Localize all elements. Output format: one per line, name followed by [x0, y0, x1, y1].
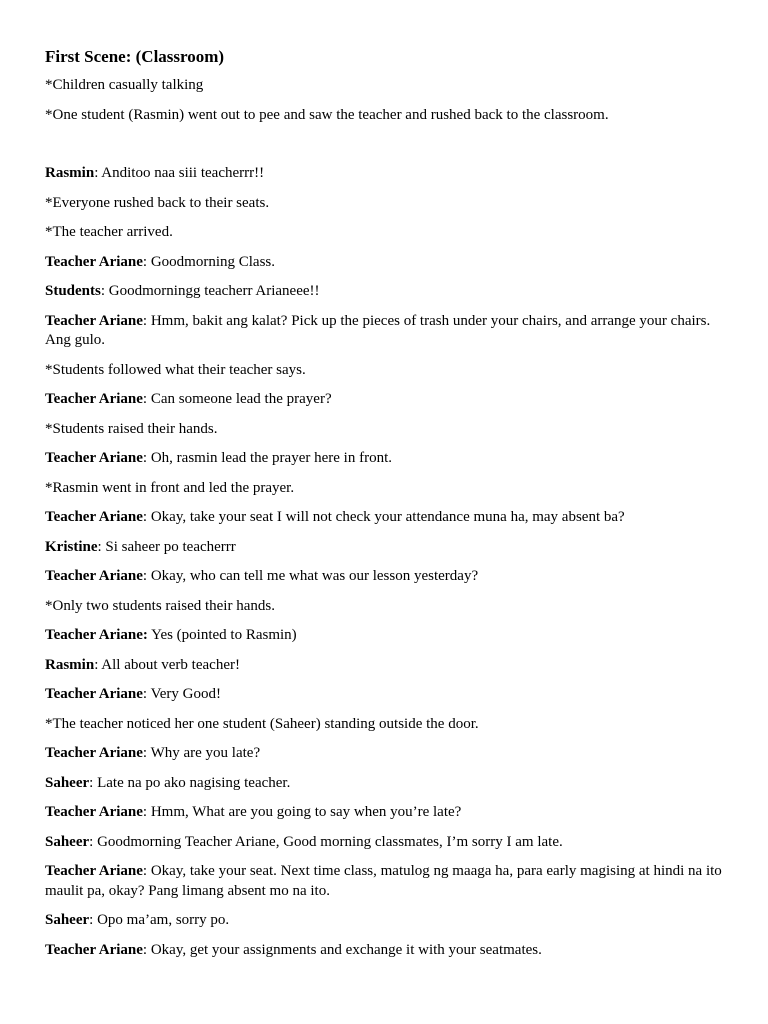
dialogue-text: Okay, take your seat I will not check your attendance muna ha, may absent ba?	[150, 509, 625, 525]
speaker-separator: :	[142, 686, 151, 702]
speaker-separator: :	[142, 391, 151, 407]
dialogue-text: Okay, who can tell me what was our lesson yesterday?	[150, 568, 479, 584]
dialogue-line	[45, 626, 725, 646]
speaker-name: Teacher Ariane	[45, 686, 143, 702]
speaker-separator: :	[142, 941, 151, 958]
document-page	[45, 46, 725, 970]
dialogue-text: Very Good!	[150, 686, 221, 702]
dialogue-line	[45, 803, 725, 823]
speaker-name: Teacher Ariane	[45, 253, 143, 270]
dialogue-line	[45, 744, 725, 764]
speaker-name: Teacher Ariane	[45, 941, 143, 958]
dialogue-line	[45, 774, 725, 794]
speaker-separator: :	[142, 863, 151, 879]
stage-direction: *Students followed what their teacher says.	[45, 361, 306, 378]
dialogue-text: Okay, take your seat. Next time class, matulog ng maaga ha, para early magising at hindi na ito maulit pa, okay? Pang limang absent mo na ito.	[45, 863, 722, 899]
dialogue-line	[45, 538, 725, 558]
speaker-separator: :	[94, 656, 102, 673]
dialogue-text: Why are you late?	[150, 745, 261, 761]
dialogue-text: Goodmorningg teacherr Arianeee!!	[108, 283, 320, 299]
speaker-name: Kristine	[45, 538, 98, 555]
dialogue-line	[45, 253, 725, 273]
speaker-separator: :	[142, 745, 151, 761]
dialogue-line	[45, 567, 725, 587]
speaker-separator: :	[100, 283, 109, 299]
speaker-name: Teacher Ariane	[45, 450, 143, 466]
scene-heading: First Scene: (Classroom)	[45, 47, 225, 66]
speaker-separator: :	[89, 833, 98, 850]
speaker-separator: :	[142, 509, 151, 525]
speaker-name: Rasmin	[45, 165, 95, 181]
stage-direction: *Children casually talking	[45, 77, 204, 93]
dialogue-text: Yes (pointed to Rasmin)	[151, 627, 297, 643]
dialogue-text: Goodmorning Teacher Ariane, Good morning classmates, I’m sorry I am late.	[97, 833, 563, 850]
speaker-name: Saheer	[45, 912, 90, 928]
dialogue-text: Hmm, What are you going to say when you’re late?	[150, 804, 462, 820]
speaker-separator: :	[142, 253, 151, 270]
stage-direction: *One student (Rasmin) went out to pee and saw the teacher and rushed back to the classroom.	[45, 106, 609, 123]
dialogue-text: All about verb teacher!	[101, 656, 240, 673]
speaker-separator: :	[89, 912, 98, 928]
dialogue-line	[45, 941, 725, 961]
dialogue-text: Can someone lead the prayer?	[150, 391, 332, 407]
stage-direction: *Rasmin went in front and led the prayer.	[45, 479, 295, 496]
speaker-separator: :	[142, 804, 151, 820]
dialogue-line	[45, 312, 725, 351]
dialogue-line	[45, 164, 725, 184]
dialogue-text: Hmm, bakit ang kalat? Pick up the pieces of trash under your chairs, and arrange your chairs. Ang gulo.	[45, 312, 711, 348]
speaker-name: Teacher Ariane	[45, 312, 143, 329]
dialogue-text: Late na po ako nagising teacher.	[97, 774, 291, 791]
speaker-name: Teacher Ariane	[45, 863, 143, 879]
dialogue-line	[45, 449, 725, 469]
speaker-separator: :	[142, 568, 151, 584]
dialogue-text: Oh, rasmin lead the prayer here in front.	[150, 450, 393, 466]
dialogue-text: Opo ma’am, sorry po.	[97, 912, 230, 928]
speaker-name: Teacher Ariane	[45, 745, 143, 761]
dialogue-line	[45, 656, 725, 676]
dialogue-text: Si saheer po teacherrr	[105, 538, 236, 555]
speaker-separator: :	[142, 450, 151, 466]
dialogue-line	[45, 390, 725, 410]
dialogue-line	[45, 862, 725, 901]
stage-direction: *Everyone rushed back to their seats.	[45, 194, 270, 211]
stage-direction: *The teacher noticed her one student (Saheer) standing outside the door.	[45, 715, 479, 732]
dialogue-line	[45, 833, 725, 853]
speaker-separator: :	[89, 774, 98, 791]
script-body	[45, 76, 725, 960]
dialogue-line	[45, 508, 725, 528]
dialogue-text: Goodmorning Class.	[150, 253, 276, 270]
speaker-name: Saheer	[45, 774, 90, 791]
stage-direction: *Only two students raised their hands.	[45, 597, 275, 614]
dialogue-line	[45, 685, 725, 705]
speaker-separator: :	[142, 312, 151, 329]
stage-direction: *The teacher arrived.	[45, 224, 173, 240]
dialogue-line	[45, 282, 725, 302]
blank-line	[45, 135, 725, 164]
speaker-name: Students	[45, 283, 101, 299]
dialogue-line	[45, 911, 725, 931]
speaker-name: Rasmin	[45, 656, 95, 673]
speaker-separator: :	[94, 165, 102, 181]
speaker-name: Teacher Ariane:	[45, 627, 148, 643]
dialogue-text: Anditoo naa siii teacherrr!!	[101, 165, 265, 181]
speaker-name: Saheer	[45, 833, 90, 850]
speaker-name: Teacher Ariane	[45, 509, 143, 525]
stage-direction: *Students raised their hands.	[45, 420, 218, 437]
speaker-separator: :	[97, 538, 106, 555]
dialogue-text: Okay, get your assignments and exchange it with your seatmates.	[150, 941, 542, 958]
speaker-name: Teacher Ariane	[45, 804, 143, 820]
speaker-name: Teacher Ariane	[45, 391, 143, 407]
speaker-name: Teacher Ariane	[45, 568, 143, 584]
